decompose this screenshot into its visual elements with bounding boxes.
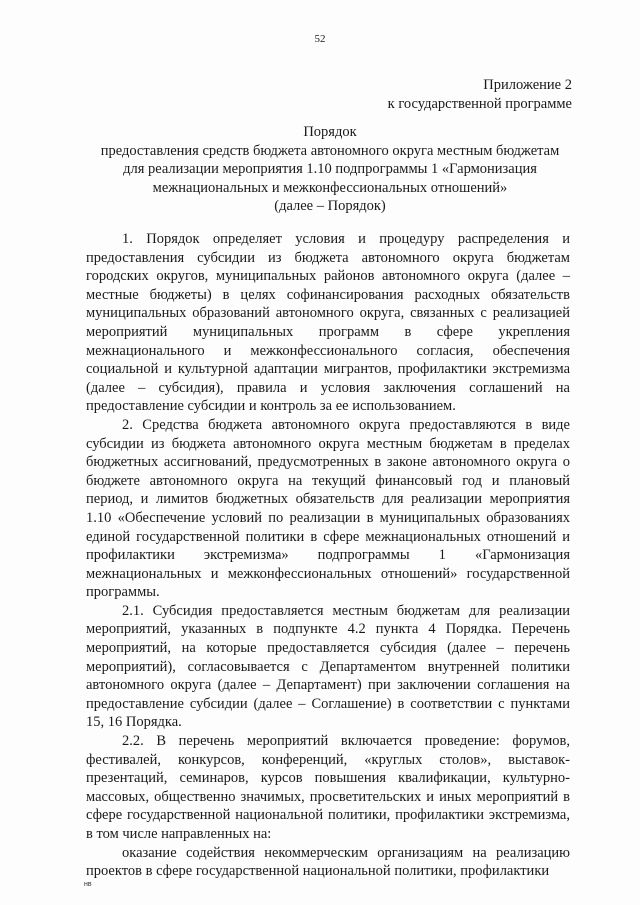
- paragraph-2: 2. Средства бюджета автономного округа предоставляются в виде субсидии из бюджета автономного округа местным бюджетам в пределах бюджетных ассигнований, предусмотренных в законе автономного округа о бюджете автономного округа на текущий финансовый год и плановый период, и лимитов бюджетных обязательств для реализации мероприятия 1.10 «Обеспечение условий по реализации в муниципальных образованиях единой государственной политики в сфере межнациональных отношений и профилактики экстремизма» подпрограммы 1 «Гармонизация межнациональных и межконфессиональных отношений» государственной программы.: [86, 416, 570, 601]
- title-line-4: межнациональных и межконфессиональных отношений»: [152, 179, 508, 196]
- paragraph-2-1: 2.1. Субсидия предоставляется местным бюджетам для реализации мероприятий, указанных в подпункте 4.2 пункта 4 Порядка. Перечень мероприятий, на которые предоставляется субсидия (далее – перечень мероприятий), согласовывается с Департаментом внутренней политики автономного округа (далее – Департамент) при заключении соглашения на предоставление субсидии (далее – Соглашение) в соответствии с пунктами 15, 16 Порядка.: [86, 602, 570, 731]
- appendix-line-2: к государственной программе: [387, 96, 572, 112]
- title-line-1: Порядок: [303, 124, 357, 140]
- title-line-3: для реализации мероприятия 1.10 подпрограммы 1 «Гармонизация: [123, 161, 537, 177]
- document-title: [70, 123, 590, 216]
- appendix-line-1: Приложение 2: [483, 77, 572, 93]
- document-body: [86, 230, 570, 881]
- title-line-2: предоставления средств бюджета автономного округа местным бюджетам: [100, 142, 560, 159]
- paragraph-1: 1. Порядок определяет условия и процедуру распределения и предоставления субсидии из бюджета автономного округа бюджетам городских округов, муниципальных районов автономного округа (далее – местные бюджеты) в целях софинансирования расходных обязательств муниципальных образований автономного округа, связанных с реализацией мероприятий муниципальных программ в сфере укрепления межнационального и межконфессионального согласия, обеспечения социальной и культурной адаптации мигрантов, профилактики экстремизма (далее – субсидия), правила и условия заключения соглашений на предоставление субсидии и контроль за ее использованием.: [86, 231, 570, 415]
- footer-mark: нв: [84, 881, 92, 888]
- title-line-5: (далее – Порядок): [274, 198, 386, 214]
- paragraph-2-2: 2.2. В перечень мероприятий включается проведение: форумов, фестивалей, конкурсов, конференций, «круглых столов», выставок-презентаций, семинаров, курсов повышения квалификации, культурно-массовых, общественно значимых, просветительских и иных мероприятий в сфере государственной национальной политики, профилактики экстремизма, в том числе направленных на:: [86, 733, 570, 842]
- appendix-header: [388, 76, 572, 114]
- page-number: 52: [314, 33, 326, 45]
- paragraph-list-item: оказание содействия некоммерческим организациям на реализацию проектов в сфере государственной национальной политики, профилактики: [86, 844, 570, 880]
